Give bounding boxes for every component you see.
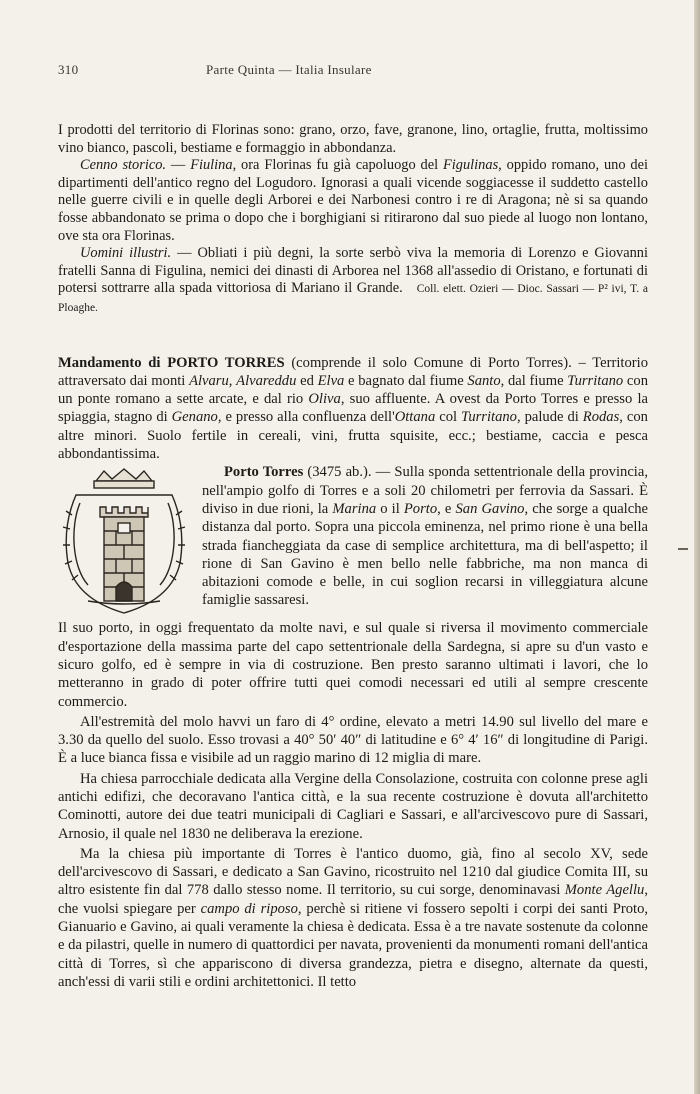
page-number: 310 <box>58 62 79 77</box>
term: Alvaru <box>189 372 229 389</box>
text-run: e bagnato dal fiume <box>344 372 468 389</box>
town-name: Porto Torres <box>224 464 304 481</box>
text-run: , che vuolsi spiegare per <box>58 882 648 917</box>
text-run: (3475 ab.). — Sulla sponda settentrionale della provincia, nell'ampio golfo di Torres e a soli 20 chilometri per ferrovia da Sassari. È diviso in due rioni, la <box>202 464 648 517</box>
electoral-note: Coll. elett. Ozieri — Dioc. Sassari — P² ivi, T. a Ploaghe. <box>58 283 648 314</box>
text-run: , e <box>437 500 456 517</box>
mandamento-label: Mandamento di <box>58 354 168 371</box>
page-edge <box>694 0 700 1094</box>
term-figulinas: Figulinas <box>443 157 499 174</box>
florinas-uomini-illustri <box>58 245 648 317</box>
text-run: — <box>166 157 191 174</box>
term: Porto <box>403 500 438 517</box>
term: Santo <box>467 372 501 389</box>
term: Turritano <box>567 372 624 389</box>
text-run: (comprende il solo Comune di Porto Torres). – Territorio attraversato dai monti <box>58 354 648 389</box>
term: Monte Agellu <box>564 882 645 899</box>
text-run: con un ponte romano a sette arcate, e dal rio <box>58 372 649 408</box>
mandamento-name: PORTO TORRES <box>167 354 285 371</box>
text-run: o il <box>376 500 404 517</box>
text-run: Ma la chiesa più importante di Torres è l'antico duomo, già, fino al secolo XV, sede dell'arcivescovo di Sassari, e dedicato a San Gavino, ricostruito nel 1210 dal giudice Comita III, su altro esistente fin dal 778 dallo stesso nome. Il territorio, su cui sorge, denominavasi <box>58 845 648 899</box>
florinas-products: I prodotti del territorio di Florinas sono: grano, orzo, fave, granone, lino, ortaglie, frutta, moltissimo vino bianco, pascoli, bestiame e formaggio in abbondanza. <box>58 122 648 156</box>
term: San Gavino <box>455 500 525 517</box>
term: Elva <box>317 372 345 389</box>
scan-mark <box>678 548 688 550</box>
mandamento-porto-torres <box>58 354 648 464</box>
term: campo di riposo <box>200 900 298 917</box>
porto-torres-section <box>58 463 648 619</box>
uomini-label: Uomini illustri. <box>80 245 172 262</box>
text-run: , che sorge a qualche distanza dal porto. Sopra una piccola eminenza, nel primo rione è una bella strada fiancheggiata da case di semplice architettura, ma di bell'aspetto; il rione di San Gavino è men bello nelle fabbriche, ma non manca di abitazioni comode e belle, in cui soglion recarsi in villeggiatura alcune famiglie sassaresi. <box>202 500 648 609</box>
term: Rodas <box>582 409 620 426</box>
chiesa-paragraph: Ha chiesa parrocchiale dedicata alla Vergine della Consolazione, costruita con colonne prese agli antichi edifizi, che decoravano l'antica città, e la sua recente costruzione è dovuta all'architetto Cominotti, autore dei due teatri municipali di Cagliari e Sassari, e all'arcivescovo pure di Sassari, Arnosio, il quale nel 1830 ne deliberava la erezione. <box>58 770 648 842</box>
term: Oliva <box>308 391 341 408</box>
text-run: , suo affluente. A ovest da Porto Torres e presso la spiaggia, stagno di <box>58 391 648 426</box>
term: Turritano <box>461 409 517 426</box>
text-run: , <box>228 372 237 389</box>
text-run: , dal fiume <box>500 372 568 389</box>
text-run: — Obliati i più degni, la sorte serbò viva la memoria di Lorenzo e Giovanni fratelli Sanna di Figulina, nemici dei dinasti di Arborea nel 1368 all'assedio di Oristano, e fortunati di potersi sottrarre alla spada vittoriosa di Mariano il Grande. <box>58 245 648 297</box>
text-run: , con altre minori. Suolo fertile in cereali, vini, frutta squisite, ecc.; bestiame, caccia e pesca abbondantissima. <box>58 409 648 463</box>
term: Marina <box>332 500 377 517</box>
term-fiulina: Fiulina <box>190 157 233 174</box>
running-header <box>58 62 648 82</box>
florinas-cenno-storico <box>58 157 648 245</box>
term: Ottana <box>394 409 436 426</box>
cenno-label: Cenno storico. <box>80 157 167 174</box>
text-run: , ora Florinas fu già capoluogo del <box>232 157 443 174</box>
porto-torres-coat-of-arms <box>58 467 190 617</box>
text-run: ed <box>296 372 318 389</box>
duomo-paragraph <box>58 845 648 991</box>
text-run: , palude di <box>516 409 583 426</box>
running-title: Parte Quinta — Italia Insulare <box>206 62 372 77</box>
text-run: , oppido romano, uno dei dipartimenti dell'antico regno del Logudoro. Ignorasi a quali vicende soggiacesse il suddetto castello nelle guerre civili e in quelle degli Arborei e dei Narbonesi contro i re di Aragona; nè si sa quando fosse abbandonato se prima o dopo che i borghigiani si ritirarono dal suo piede al luogo non lontano, ove sta ora Florinas. <box>58 157 649 244</box>
text-run: , e presso alla confluenza dell' <box>217 409 395 426</box>
text-run: col <box>435 409 462 426</box>
term: Alvareddu <box>236 372 297 389</box>
term: Genano <box>171 409 218 426</box>
porto-paragraph: Il suo porto, in oggi frequentato da molte navi, e sul quale si riversa il movimento commerciale d'esportazione della massima parte del capo settentrionale della Sardegna, si apre su d'un vasto e sicuro golfo, ed è sempre in via di costruzione. Ben presto saranno ultimati i lavori, che lo metteranno in grado di poter offrire tutti quei comodi necessari ed utili al sempre crescente commercio. <box>58 620 648 710</box>
page-content <box>58 62 648 991</box>
faro-paragraph: All'estremità del molo havvi un faro di 4° ordine, elevato a metri 14.90 sul livello del mare e 3.30 da quello del suolo. Esso trovasi a 40° 50′ 40″ di latitudine e 6° 4′ 16″ di longitudine di Parigi. È a luce bianca fissa e visibile ad un raggio marino di 12 miglia di mare. <box>58 713 648 767</box>
text-run: , perchè si ritiene vi fossero sepolti i corpi dei santi Proto, Gianuario e Gavino, ai quali veramente la chiesa è dedicata. Essa è a tre navate sostenute da colonne e da pilastri, quelle in numero di quattordici per navata, provenienti da monumenti romani dell'antica città di Torres, sì che appariscono di diversa grandezza, pietra e disegno, alternate da questi, anch'essi di varii stili e ordini architettonici. Il tetto <box>58 900 649 990</box>
